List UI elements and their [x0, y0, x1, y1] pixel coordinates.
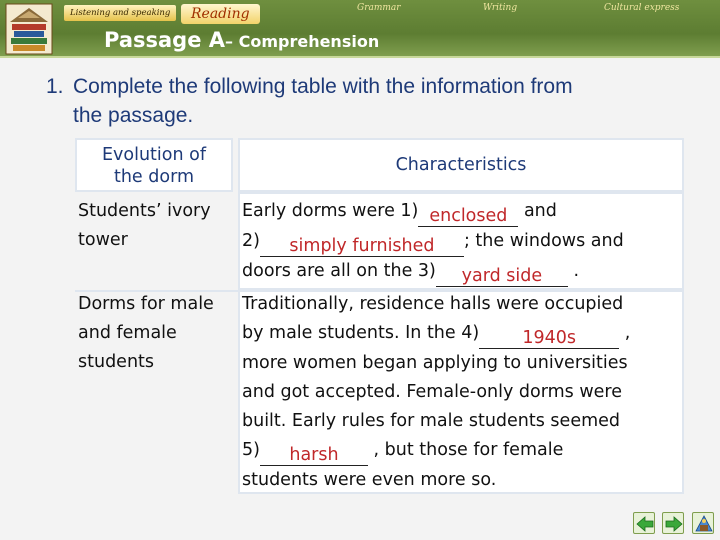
nav-reading[interactable]: Reading	[181, 4, 260, 24]
forward-button[interactable]	[662, 512, 684, 534]
row1-text-2a: 2)	[242, 231, 260, 251]
home-button[interactable]	[692, 512, 714, 534]
answer-2: simply furnished	[289, 236, 435, 256]
row1-left-line1: Students’ ivory	[78, 201, 211, 221]
nav-grammar[interactable]: Grammar	[357, 3, 401, 13]
header-evolution-line2: the dorm	[113, 167, 195, 187]
blank-2[interactable]	[260, 227, 464, 257]
table-header-characteristics: Characteristics	[238, 138, 684, 192]
back-arrow-icon	[634, 513, 656, 535]
row1-left-line2: tower	[78, 230, 128, 250]
row2-text-6b: , but those for female	[367, 440, 564, 460]
row2-characteristics	[242, 290, 682, 495]
row1-text-1b: and	[518, 201, 557, 221]
blank-1[interactable]	[418, 197, 518, 227]
question-line-2: the passage.	[73, 104, 194, 127]
page-title	[104, 28, 379, 52]
row2-left-line1: Dorms for male	[78, 294, 214, 314]
row1-characteristics	[242, 197, 682, 287]
home-icon	[693, 513, 715, 535]
row2-left-line2: and female	[78, 323, 177, 343]
nav-cultural-express[interactable]: Cultural express	[604, 3, 680, 13]
row2-line-1: Traditionally, residence halls were occupied	[242, 294, 624, 314]
forward-arrow-icon	[663, 513, 685, 535]
row2-line-5: built. Early rules for male students seemed	[242, 411, 621, 431]
row2-line-7: students were even more so.	[242, 470, 497, 490]
answer-5: harsh	[289, 445, 339, 465]
row2-text-6a: 5)	[242, 440, 260, 460]
blank-4[interactable]	[479, 319, 619, 349]
row1-text-3b: .	[567, 261, 580, 281]
books-logo-icon	[4, 2, 54, 56]
table-header-evolution	[75, 138, 233, 192]
row1-text-1a: Early dorms were 1)	[242, 201, 419, 221]
blank-3[interactable]	[436, 257, 568, 287]
blank-5[interactable]	[260, 436, 368, 466]
row2-text-2a: by male students. In the 4)	[242, 323, 480, 343]
question-text	[46, 72, 686, 130]
row1-text-2b: ; the windows and	[463, 231, 624, 251]
question-number: 1.	[46, 75, 64, 98]
row2-left-cell	[78, 290, 214, 377]
row2-text-2b: ,	[619, 323, 631, 343]
nav-writing[interactable]: Writing	[483, 3, 518, 13]
row2-left-line3: students	[78, 352, 155, 372]
question-line-1: Complete the following table with the information from	[73, 75, 573, 98]
answer-3: yard side	[461, 266, 543, 286]
back-button[interactable]	[633, 512, 655, 534]
row2-line-3: more women began applying to universities	[242, 353, 628, 373]
header-evolution-line1: Evolution of	[101, 145, 207, 165]
page-subtitle: – Comprehension	[225, 32, 380, 51]
header-bar	[0, 0, 720, 58]
page-title-main: Passage A	[104, 28, 226, 52]
row1-text-3a: doors are all on the 3)	[242, 261, 436, 281]
answer-4: 1940s	[522, 328, 577, 348]
answer-1: enclosed	[429, 206, 508, 226]
row1-left-cell	[78, 197, 211, 255]
nav-listening-speaking[interactable]: Listening and speaking	[64, 5, 176, 21]
row2-line-4: and got accepted. Female-only dorms were	[242, 382, 623, 402]
